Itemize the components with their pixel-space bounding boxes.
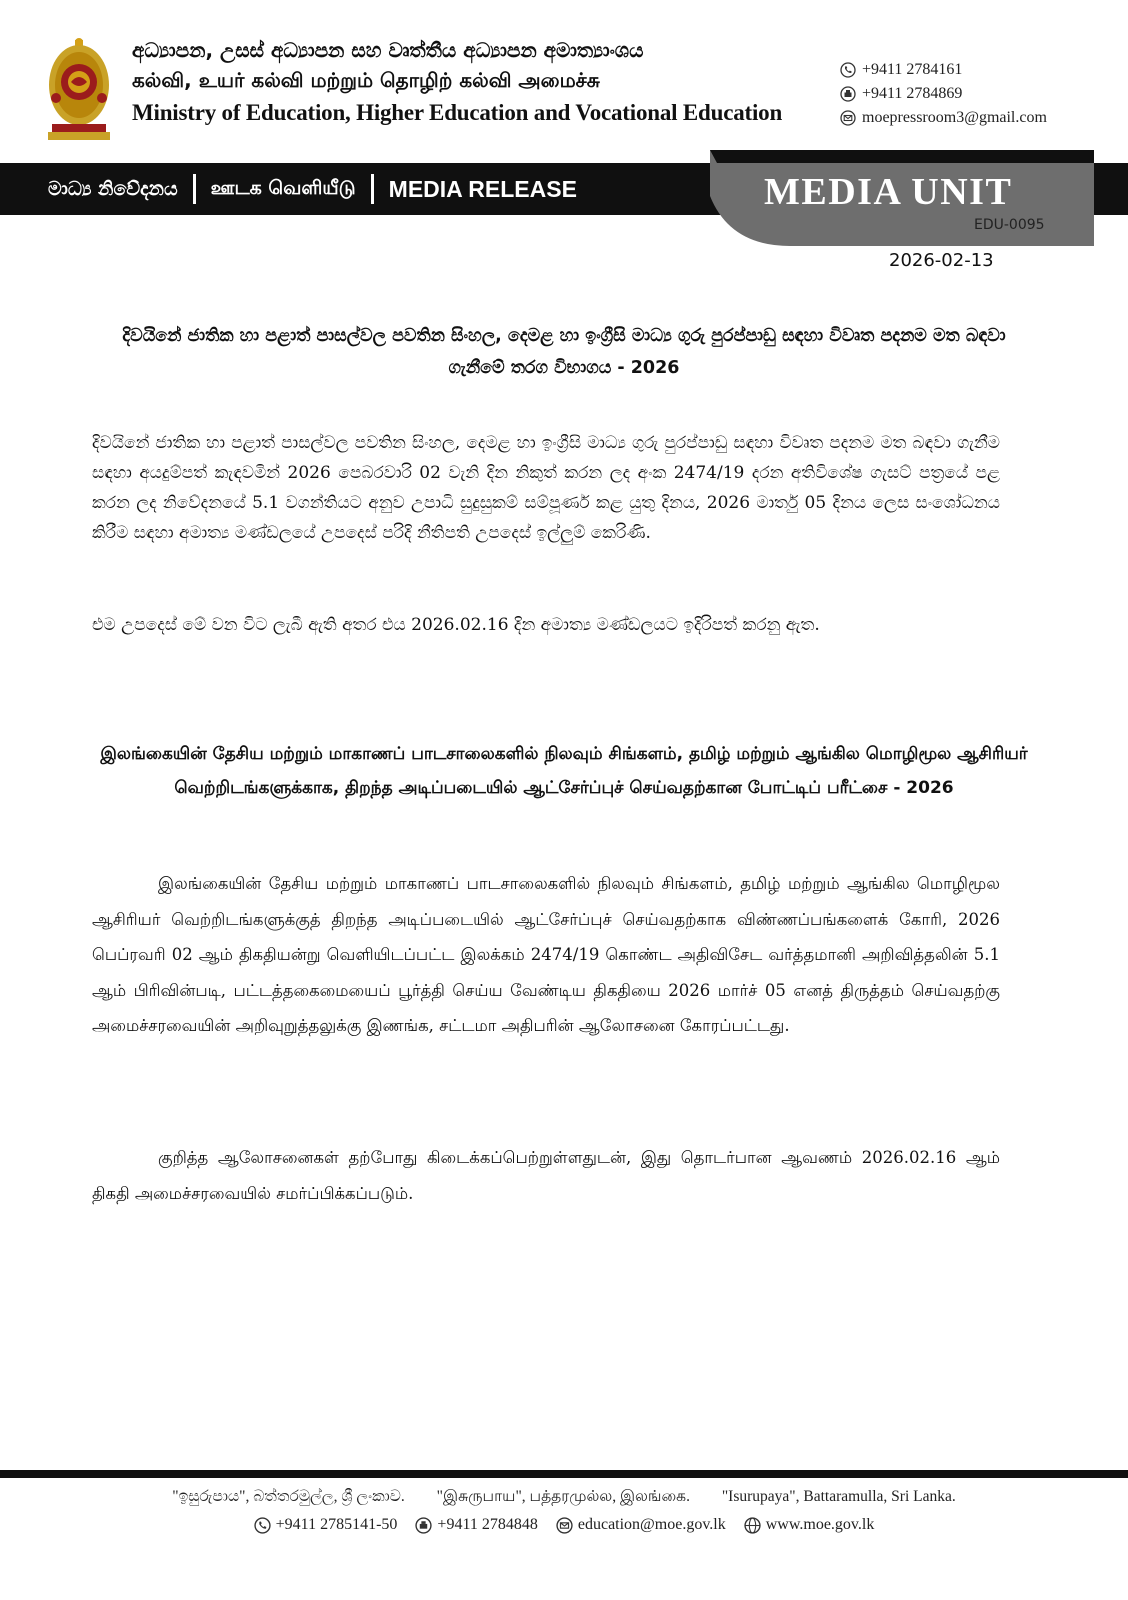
- footer-phone: [254, 1516, 398, 1534]
- footer-rule: [0, 1470, 1128, 1478]
- ministry-name-tamil: கல்வி, உயர் கல்வி மற்றும் தொழிற் கல்வி அமைச்சு: [132, 68, 600, 92]
- fax-icon: [840, 86, 856, 102]
- tamil-paragraph-2: குறித்த ஆலோசனைகள் தற்போது கிடைக்கப்பெற்றுள்ளதுடன், இது தொடர்பான ஆவணம் 2026.02.16 ஆம் திகதி அமைச்சரவையில் சமர்ப்பிக்கப்படும்.: [92, 1148, 1000, 1203]
- phone-icon: [840, 62, 856, 78]
- tamil-heading: இலங்கையின் தேசிய மற்றும் மாகாணப் பாடசாலைகளில் நிலவும் சிங்களம், தமிழ் மற்றும் ஆங்கில மொழிமூல ஆசிரியர் வெற்றிடங்களுக்காக, திறந்த அடிப்படையில் ஆட்சேர்ப்புச் செய்வதற்கான போட்டிப் பரீட்சை - 2026: [100, 744, 1028, 798]
- footer-address-sinhala: "ඉසුරුපාය", බත්තරමුල්ල, ශ්‍රී ලංකාව.: [172, 1488, 405, 1505]
- header-phone-number: +9411 2784161: [862, 61, 963, 78]
- ministry-name-english: Ministry of Education, Higher Education and Vocational Education: [132, 100, 783, 125]
- header-email: [840, 106, 1047, 130]
- email-icon: [556, 1517, 573, 1534]
- government-emblem-icon: [44, 38, 114, 142]
- release-date: 2026-02-13: [889, 250, 994, 271]
- media-release-labels: [48, 163, 577, 215]
- footer-contacts: [0, 1516, 1128, 1534]
- globe-icon: [744, 1517, 761, 1534]
- ministry-name-block: [132, 40, 792, 131]
- banner-divider: [193, 174, 196, 204]
- footer-email-address: education@moe.gov.lk: [577, 1516, 726, 1533]
- footer-address: [0, 1488, 1128, 1507]
- footer-email: [556, 1516, 726, 1534]
- phone-icon: [254, 1517, 271, 1534]
- fax-icon: [415, 1517, 432, 1534]
- media-release-label-sinhala: මාධ්‍ය නිවේදනය: [48, 178, 178, 200]
- footer-fax-number: +9411 2784848: [437, 1516, 538, 1533]
- header-contacts: [840, 58, 1047, 130]
- tamil-paragraph-1: இலங்கையின் தேசிய மற்றும் மாகாணப் பாடசாலைகளில் நிலவும் சிங்களம், தமிழ் மற்றும் ஆங்கில மொழிமூல ஆசிரியர் வெற்றிடங்களுக்குத் திறந்த அடிப்படையில் ஆட்சேர்ப்புச் செய்வதற்காக விண்ணப்பங்களைக் கோரி, 2026 பெப்ரவரி 02 ஆம் திகதியன்று வெளியிடப்பட்ட இலக்கம் 2474/19 கொண்ட அதிவிசேட வர்த்தமானி அறிவித்தலின் 5.1 ஆம் பிரிவின்படி, பட்டத்தகைமையைப் பூர்த்தி செய்ய வேண்டிய திகதியை 2026 மார்ச் 05 எனத் திருத்தம் செய்வதற்கு அமைச்சரவையின் அறிவுறுத்தலுக்கு இணங்க, சட்டமா அதிபரின் ஆலோசனை கோரப்பட்டது.: [92, 874, 1000, 1035]
- sinhala-paragraph-2: එම උපදෙස් මේ වන විට ලැබී ඇති අතර එය 2026.02.16 දින අමාත්‍ය මණ්ඩලයට ඉදිරිපත් කරනු ඇත.: [92, 615, 820, 635]
- header-fax-number: +9411 2784869: [862, 85, 963, 102]
- footer-phone-number: +9411 2785141-50: [275, 1516, 398, 1533]
- banner-divider: [371, 174, 374, 204]
- reference-code: EDU-0095: [974, 217, 1045, 233]
- media-unit-title: MEDIA UNIT: [764, 171, 1013, 213]
- header-email-address: moepressroom3@gmail.com: [862, 109, 1047, 126]
- email-icon: [840, 110, 856, 126]
- footer-address-tamil: "இசுருபாய", பத்தரமுல்ல, இலங்கை.: [436, 1488, 690, 1505]
- header-fax: [840, 82, 1047, 106]
- media-release-label-tamil: ஊடக வெளியீடு: [210, 176, 356, 199]
- footer-website-url: www.moe.gov.lk: [765, 1516, 875, 1533]
- footer-fax: [415, 1516, 537, 1534]
- ministry-name-sinhala: අධ්‍යාපන, උසස් අධ්‍යාපන සහ වෘත්තීය අධ්‍යාපන අමාත්‍යාංශය: [132, 38, 644, 62]
- sinhala-paragraph-1: දිවයිනේ ජාතික හා පළාත් පාසල්වල පවතින සිංහල, දෙමළ හා ඉංග්‍රීසි මාධ්‍ය ගුරු පුරප්පාඩු සඳහා විවෘත පදනම මත බඳවා ගැනීම සඳහා අයදුම්පත් කැඳවමින් 2026 පෙබරවාරි 02 වැනි දින නිකුත් කරන ලද අංක 2474/19 දරන අතිවිශේෂ ගැසට් පත්‍රයේ පළ කරන ලද නිවේදනයේ 5.1 වගන්තියට අනුව උපාධි සුදුසුකම් සම්පූර්ණ කළ යුතු දිනය, 2026 මාර්තු 05 දිනය ලෙස සංශෝධනය කිරීම සඳහා අමාත්‍ය මණ්ඩලයේ උපදෙස් පරිදි නීතිපති උපදෙස් ඉල්ලුම් කෙරිණි.: [92, 433, 1000, 543]
- header-phone: [840, 58, 1047, 82]
- footer-address-english: "Isurupaya", Battaramulla, Sri Lanka.: [721, 1488, 956, 1505]
- footer-website: [744, 1516, 875, 1534]
- media-release-label-english: MEDIA RELEASE: [388, 175, 577, 202]
- sinhala-heading: දිවයිනේ ජාතික හා පළාත් පාසල්වල පවතින සිංහල, දෙමළ හා ඉංග්‍රීසි මාධ්‍ය ගුරු පුරප්පාඩු සඳහා විවෘත පදනම මත බඳවා ගැනීමේ තරග විභාගය - 2026: [122, 326, 1006, 378]
